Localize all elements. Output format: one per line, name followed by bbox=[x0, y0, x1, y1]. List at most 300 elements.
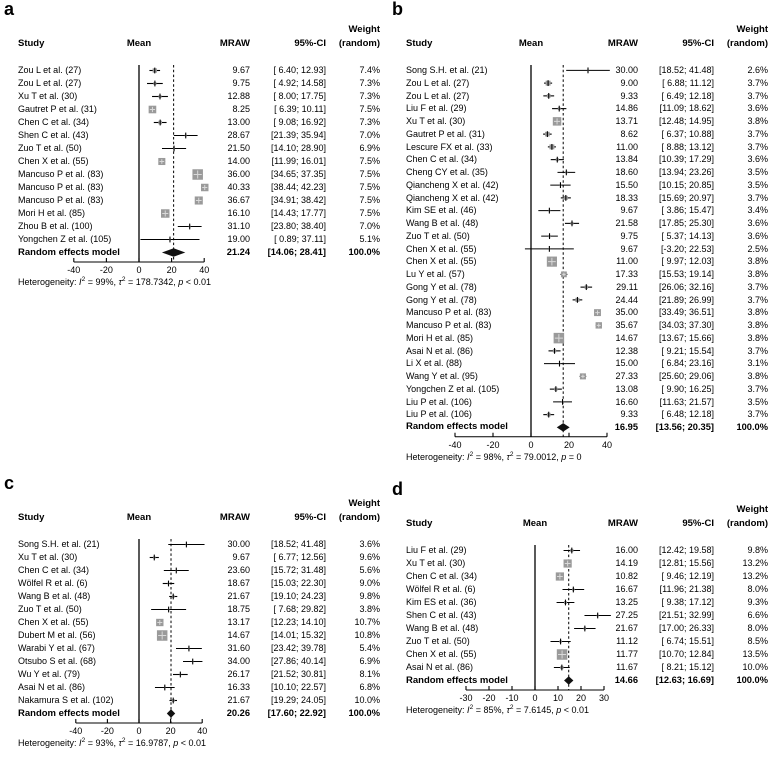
col-header-mraw: MRAW bbox=[219, 512, 250, 523]
ci-value: [11.63; 21.57] bbox=[659, 396, 714, 407]
heterogeneity-text: 2 bbox=[81, 737, 86, 744]
mraw-value: 31.10 bbox=[227, 221, 250, 231]
ci-value: [10.10; 22.57] bbox=[270, 682, 326, 692]
study-row bbox=[398, 153, 774, 166]
mraw-value: 13.25 bbox=[615, 597, 638, 607]
ci-value: [ 9.21; 15.54] bbox=[661, 345, 714, 356]
mraw-value: 36.67 bbox=[227, 195, 250, 205]
heterogeneity-text: 2 bbox=[469, 450, 474, 458]
ci-value: [ 8.00; 17.75] bbox=[273, 91, 326, 101]
mraw-value: 16.60 bbox=[615, 396, 638, 407]
heterogeneity-text: 2 bbox=[469, 704, 474, 711]
col-header-weight: Weight bbox=[348, 24, 380, 35]
study-name: Wang B et al. (48) bbox=[18, 591, 91, 601]
study-name: Wang B et al. (48) bbox=[406, 623, 479, 633]
heterogeneity-text: τ bbox=[506, 705, 510, 715]
ci-value: [ 9.90; 16.25] bbox=[661, 383, 714, 394]
ci-value: [21.89; 26.99] bbox=[658, 294, 714, 305]
col-header-ci: 95%-CI bbox=[294, 512, 326, 523]
mraw-value: 31.60 bbox=[227, 643, 250, 653]
study-row bbox=[10, 551, 386, 564]
mraw-value: 13.84 bbox=[615, 154, 638, 165]
study-row bbox=[10, 103, 386, 116]
study-row bbox=[10, 64, 386, 77]
mraw-value: 24.44 bbox=[615, 294, 638, 305]
study-name: Qiancheng X et al. (42) bbox=[406, 179, 499, 190]
weight-value: 7.0% bbox=[359, 130, 380, 140]
mraw-value: 40.33 bbox=[227, 182, 250, 192]
mraw-value: 18.33 bbox=[615, 192, 638, 203]
weight-value: 3.6% bbox=[747, 218, 768, 228]
col-header-mean: Mean bbox=[522, 518, 548, 529]
study-name: Chen C et al. (34) bbox=[406, 154, 478, 165]
weight-value: 13.2% bbox=[742, 571, 768, 581]
heterogeneity-text: = 79.0012, bbox=[513, 451, 562, 462]
weight-value: 6.9% bbox=[359, 143, 380, 153]
weight-value: 3.8% bbox=[747, 256, 768, 267]
study-row bbox=[398, 622, 774, 635]
weight-value: 3.7% bbox=[747, 77, 768, 88]
study-row bbox=[10, 577, 386, 590]
weight-value: 9.8% bbox=[747, 545, 768, 555]
study-row bbox=[10, 194, 386, 207]
study-name: Xu T et al. (30) bbox=[18, 552, 78, 562]
study-name: Gong Y et al. (78) bbox=[406, 294, 477, 305]
study-name: Random effects model bbox=[406, 675, 508, 686]
weight-value: 3.8% bbox=[747, 332, 768, 343]
ci-value: [13.56; 20.35] bbox=[655, 422, 714, 432]
ci-value: [19.29; 24.05] bbox=[270, 695, 326, 705]
ci-value: [21.51; 32.99] bbox=[658, 610, 714, 620]
panel-b bbox=[392, 0, 774, 470]
weight-value: 3.6% bbox=[747, 230, 768, 241]
weight-value: 5.4% bbox=[359, 643, 380, 653]
study-row bbox=[10, 629, 386, 642]
heterogeneity-text: p bbox=[178, 277, 184, 287]
weight-value: 9.0% bbox=[359, 578, 380, 588]
study-row bbox=[398, 661, 774, 674]
mraw-value: 13.71 bbox=[615, 116, 638, 126]
study-row bbox=[10, 129, 386, 142]
mraw-value: 15.00 bbox=[615, 358, 638, 369]
ci-value: [21.39; 35.94] bbox=[270, 130, 326, 140]
heterogeneity-text: < 0.01 bbox=[183, 277, 212, 287]
study-name: Zhou B et al. (100) bbox=[18, 221, 93, 231]
heterogeneity-note bbox=[18, 738, 206, 748]
weight-value: 3.7% bbox=[747, 90, 768, 101]
weight-value: 8.1% bbox=[359, 669, 380, 679]
mraw-value: 17.33 bbox=[615, 269, 638, 279]
ci-value: [ 9.97; 12.03] bbox=[661, 256, 714, 267]
study-name: Kim ES et al. (36) bbox=[406, 597, 477, 607]
mraw-value: 11.12 bbox=[616, 636, 638, 646]
heterogeneity-text: 2 bbox=[509, 704, 514, 711]
weight-value: 3.8% bbox=[747, 307, 768, 318]
study-name: Xu T et al. (30) bbox=[406, 558, 466, 568]
ci-value: [ 4.92; 14.58] bbox=[273, 78, 326, 88]
col-header-mean: Mean bbox=[126, 38, 152, 49]
study-row bbox=[10, 155, 386, 168]
weight-value: 5.1% bbox=[359, 234, 380, 244]
weight-value: 3.8% bbox=[747, 371, 768, 381]
col-header-weight: Weight bbox=[736, 24, 768, 35]
axis-tick-label: -40 bbox=[69, 726, 83, 736]
mraw-value: 14.19 bbox=[615, 558, 638, 568]
weight-value: 6.8% bbox=[359, 682, 380, 692]
study-row bbox=[398, 596, 774, 609]
col-header-ci: 95%-CI bbox=[294, 38, 326, 49]
weight-value: 2.5% bbox=[747, 243, 768, 254]
study-name: Mori H et al. (85) bbox=[18, 208, 86, 218]
mraw-value: 11.77 bbox=[616, 649, 638, 659]
weight-value: 10.0% bbox=[742, 662, 768, 672]
study-row bbox=[398, 217, 774, 230]
study-name: Kim SE et al. (46) bbox=[406, 205, 477, 216]
ci-value: [ 6.49; 12.18] bbox=[661, 90, 714, 101]
study-row bbox=[398, 179, 774, 192]
study-row bbox=[398, 648, 774, 661]
weight-value: 6.6% bbox=[747, 610, 768, 620]
axis-tick-label: 0 bbox=[136, 265, 142, 275]
mraw-value: 18.60 bbox=[615, 167, 638, 177]
mraw-value: 13.00 bbox=[227, 117, 250, 127]
study-name: Chen X et al. (55) bbox=[406, 256, 477, 267]
weight-value: 3.8% bbox=[747, 320, 768, 330]
mraw-value: 34.00 bbox=[227, 656, 250, 666]
ci-value: [ 9.38; 17.12] bbox=[661, 597, 714, 607]
ci-value: [23.80; 38.40] bbox=[270, 221, 326, 231]
panel-label: d bbox=[392, 479, 403, 499]
heterogeneity-text: 2 bbox=[509, 450, 514, 458]
ci-value: [13.67; 15.66] bbox=[658, 332, 714, 343]
study-row bbox=[398, 306, 774, 319]
study-row bbox=[10, 603, 386, 616]
weight-value: 9.3% bbox=[747, 597, 768, 607]
mraw-value: 8.25 bbox=[232, 104, 250, 114]
study-name: Mancuso P et al. (83) bbox=[18, 182, 104, 192]
study-row bbox=[10, 220, 386, 233]
mraw-value: 21.24 bbox=[226, 247, 250, 257]
col-header-mraw: MRAW bbox=[607, 518, 638, 529]
mraw-value: 16.33 bbox=[227, 682, 250, 692]
ci-value: [ 6.37; 10.88] bbox=[661, 128, 714, 139]
axis-tick-label: -20 bbox=[100, 726, 114, 736]
study-name: Zuo T et al. (50) bbox=[18, 143, 82, 153]
mraw-value: 14.67 bbox=[615, 332, 638, 343]
study-row bbox=[398, 345, 774, 358]
weight-value: 7.3% bbox=[359, 117, 380, 127]
study-name: Wölfel R et al. (6) bbox=[406, 584, 476, 594]
axis-tick-label: 0 bbox=[136, 726, 142, 736]
mraw-value: 9.75 bbox=[232, 78, 250, 88]
mraw-value: 36.00 bbox=[227, 169, 250, 179]
study-name: Gong Y et al. (78) bbox=[406, 281, 477, 292]
col-header-ci: 95%-CI bbox=[682, 518, 714, 529]
heterogeneity-text: Heterogeneity: bbox=[406, 705, 468, 715]
col-header-weight-random: (random) bbox=[338, 512, 380, 523]
mraw-value: 20.26 bbox=[226, 708, 250, 718]
weight-value: 6.9% bbox=[359, 656, 380, 666]
mraw-value: 9.67 bbox=[620, 205, 638, 216]
ci-value: [12.81; 15.56] bbox=[658, 558, 714, 568]
ci-value: [11.09; 18.62] bbox=[659, 103, 714, 114]
mraw-value: 14.00 bbox=[227, 156, 250, 166]
mraw-value: 16.95 bbox=[614, 422, 638, 432]
col-header-ci: 95%-CI bbox=[682, 38, 714, 49]
study-row bbox=[398, 319, 774, 332]
weight-value: 3.4% bbox=[747, 205, 768, 216]
study-name: Mancuso P et al. (83) bbox=[18, 195, 104, 205]
study-name: Random effects model bbox=[18, 247, 120, 258]
heterogeneity-text: I bbox=[467, 451, 470, 462]
panel-label: a bbox=[4, 0, 15, 19]
study-name: Chen C et al. (34) bbox=[18, 565, 90, 575]
ci-value: [ 6.40; 12.93] bbox=[273, 65, 326, 75]
study-name: Otsubo S et al. (68) bbox=[18, 656, 97, 666]
weight-value: 7.5% bbox=[359, 208, 380, 218]
mraw-value: 21.67 bbox=[615, 623, 638, 633]
ci-value: [17.85; 25.30] bbox=[658, 218, 714, 228]
study-row bbox=[398, 609, 774, 622]
weight-value: 7.5% bbox=[359, 195, 380, 205]
mraw-value: 9.67 bbox=[620, 243, 638, 254]
weight-value: 10.8% bbox=[354, 630, 380, 640]
heterogeneity-text: p bbox=[173, 738, 179, 748]
weight-value: 100.0% bbox=[348, 708, 380, 718]
mraw-value: 35.00 bbox=[615, 307, 638, 318]
study-name: Random effects model bbox=[18, 708, 120, 719]
study-name: Li X et al. (88) bbox=[406, 358, 463, 369]
study-name: Chen X et al. (55) bbox=[406, 649, 477, 659]
study-name: Random effects model bbox=[406, 421, 508, 432]
study-row bbox=[10, 168, 386, 181]
heterogeneity-text: 2 bbox=[121, 737, 126, 744]
col-header-study: Study bbox=[18, 38, 45, 49]
study-name: Mancuso P et al. (83) bbox=[18, 169, 104, 179]
study-row bbox=[398, 370, 774, 383]
heterogeneity-text: τ bbox=[118, 277, 122, 287]
weight-value: 9.6% bbox=[359, 552, 380, 562]
ci-value: [11.96; 21.38] bbox=[659, 584, 714, 594]
study-row bbox=[398, 281, 774, 294]
ci-value: [14.10; 28.90] bbox=[270, 143, 326, 153]
pooled-row bbox=[398, 674, 774, 687]
weight-value: 100.0% bbox=[736, 675, 768, 685]
heterogeneity-text: = 98%, bbox=[473, 451, 507, 462]
study-name: Liu F et al. (29) bbox=[406, 103, 467, 114]
heterogeneity-text: = 99%, bbox=[85, 277, 119, 287]
heterogeneity-text: = 16.9787, bbox=[125, 738, 174, 748]
col-header-study: Study bbox=[406, 518, 433, 529]
study-row bbox=[398, 396, 774, 409]
ci-value: [ 6.74; 15.51] bbox=[661, 636, 714, 646]
mraw-value: 14.86 bbox=[615, 103, 638, 114]
study-name: Warabi Y et al. (67) bbox=[18, 643, 95, 653]
ci-value: [12.42; 19.58] bbox=[658, 545, 714, 555]
study-name: Chen C et al. (34) bbox=[18, 117, 90, 127]
ci-value: [15.69; 20.97] bbox=[658, 192, 714, 203]
heterogeneity-text: = 93%, bbox=[85, 738, 119, 748]
study-row bbox=[10, 77, 386, 90]
study-row bbox=[398, 583, 774, 596]
study-row bbox=[398, 357, 774, 370]
ci-value: [ 6.84; 23.16] bbox=[661, 358, 714, 369]
study-row bbox=[10, 694, 386, 707]
study-row bbox=[10, 207, 386, 220]
heterogeneity-text: I bbox=[79, 277, 82, 287]
mraw-value: 13.17 bbox=[227, 617, 250, 627]
weight-value: 3.6% bbox=[747, 103, 768, 114]
mraw-value: 9.00 bbox=[620, 77, 638, 88]
study-row bbox=[10, 681, 386, 694]
mraw-value: 21.58 bbox=[615, 218, 638, 228]
axis-tick-label: 40 bbox=[197, 726, 208, 736]
ci-value: [38.44; 42.23] bbox=[270, 182, 326, 192]
study-row bbox=[10, 590, 386, 603]
weight-value: 10.0% bbox=[354, 695, 380, 705]
study-name: Chen X et al. (55) bbox=[18, 617, 89, 627]
weight-value: 3.8% bbox=[359, 604, 380, 614]
study-row bbox=[398, 230, 774, 243]
ci-value: [15.53; 19.14] bbox=[658, 269, 714, 279]
weight-value: 7.3% bbox=[359, 78, 380, 88]
weight-value: 3.8% bbox=[747, 269, 768, 279]
ci-value: [ 0.89; 37.11] bbox=[274, 234, 326, 244]
study-row bbox=[398, 115, 774, 128]
ci-value: [-3.20; 22.53] bbox=[660, 243, 714, 254]
heterogeneity-text: = 0 bbox=[566, 451, 582, 462]
ci-value: [ 8.88; 13.12] bbox=[661, 141, 714, 152]
study-row bbox=[398, 204, 774, 217]
heterogeneity-text: < 0.01 bbox=[561, 705, 590, 715]
mraw-value: 12.38 bbox=[615, 345, 638, 356]
study-row bbox=[10, 538, 386, 551]
weight-value: 5.6% bbox=[359, 565, 380, 575]
study-row bbox=[10, 642, 386, 655]
study-row bbox=[398, 64, 774, 77]
col-header-weight: Weight bbox=[348, 498, 380, 509]
ci-value: [11.99; 16.01] bbox=[271, 156, 326, 166]
weight-value: 100.0% bbox=[736, 422, 768, 432]
study-name: Chen X et al. (55) bbox=[18, 156, 89, 166]
weight-value: 3.7% bbox=[747, 128, 768, 139]
axis-tick-label: 10 bbox=[552, 693, 564, 703]
weight-value: 3.7% bbox=[747, 345, 768, 356]
col-header-study: Study bbox=[18, 512, 45, 523]
axis-tick-label: -20 bbox=[99, 265, 113, 275]
ci-value: [15.03; 22.30] bbox=[270, 578, 326, 588]
weight-value: 8.5% bbox=[747, 636, 768, 646]
axis-tick-label: 30 bbox=[598, 693, 610, 703]
heterogeneity-text: = 7.6145, bbox=[513, 705, 557, 715]
study-name: Lu Y et al. (57) bbox=[406, 269, 465, 279]
col-header-mean: Mean bbox=[518, 38, 544, 49]
mraw-value: 30.00 bbox=[227, 539, 250, 549]
axis-tick-label: -40 bbox=[67, 265, 81, 275]
mraw-value: 35.67 bbox=[615, 320, 638, 330]
mraw-value: 19.00 bbox=[227, 234, 250, 244]
study-row bbox=[10, 116, 386, 129]
study-row bbox=[398, 383, 774, 396]
ci-value: [21.52; 30.81] bbox=[270, 669, 326, 679]
ci-value: [18.52; 41.48] bbox=[270, 539, 326, 549]
heterogeneity-text: Heterogeneity: bbox=[406, 451, 468, 462]
study-row bbox=[398, 570, 774, 583]
weight-value: 3.7% bbox=[747, 294, 768, 305]
axis-tick-label: 20 bbox=[166, 265, 177, 275]
heterogeneity-text: < 0.01 bbox=[178, 738, 207, 748]
ci-value: [ 6.48; 12.18] bbox=[661, 409, 714, 420]
axis-tick-label: 0 bbox=[532, 693, 538, 703]
study-row bbox=[398, 255, 774, 268]
heterogeneity-text: 2 bbox=[81, 276, 86, 283]
panel-label: b bbox=[392, 0, 403, 19]
weight-value: 3.5% bbox=[747, 167, 768, 177]
mraw-value: 16.00 bbox=[615, 545, 638, 555]
ci-value: [15.72; 31.48] bbox=[270, 565, 326, 575]
study-name: Nakamura S et al. (102) bbox=[18, 695, 114, 705]
weight-value: 13.5% bbox=[742, 649, 768, 659]
ci-value: [ 5.37; 14.13] bbox=[661, 230, 714, 241]
axis-tick-label: 20 bbox=[575, 693, 587, 703]
study-name: Yongchen Z et al. (105) bbox=[18, 234, 112, 244]
study-name: Wang Y et al. (95) bbox=[406, 371, 478, 381]
pooled-row bbox=[10, 246, 386, 259]
study-row bbox=[398, 77, 774, 90]
ci-value: [17.00; 26.33] bbox=[658, 623, 714, 633]
axis-tick-label: -40 bbox=[448, 439, 462, 450]
heterogeneity-text: = 85%, bbox=[473, 705, 507, 715]
study-row bbox=[398, 557, 774, 570]
study-name: Qiancheng X et al. (42) bbox=[406, 192, 499, 203]
weight-value: 7.3% bbox=[359, 91, 380, 101]
study-name: Wölfel R et al. (6) bbox=[18, 578, 88, 588]
heterogeneity-text: Heterogeneity: bbox=[18, 738, 80, 748]
heterogeneity-text: I bbox=[79, 738, 82, 748]
ci-value: [33.49; 36.51] bbox=[658, 307, 714, 318]
study-name: Wu Y et al. (79) bbox=[18, 669, 81, 679]
weight-value: 3.8% bbox=[747, 116, 768, 126]
study-name: Mancuso P et al. (83) bbox=[406, 320, 492, 330]
mraw-value: 11.00 bbox=[616, 256, 638, 267]
mraw-value: 21.50 bbox=[227, 143, 250, 153]
ci-value: [ 8.21; 15.12] bbox=[661, 662, 714, 672]
study-row bbox=[10, 90, 386, 103]
mraw-value: 29.11 bbox=[616, 281, 638, 292]
study-name: Chen C et al. (34) bbox=[406, 571, 478, 581]
axis-tick-label: 40 bbox=[601, 439, 613, 450]
weight-value: 9.8% bbox=[359, 591, 380, 601]
study-row bbox=[10, 655, 386, 668]
pooled-row bbox=[398, 421, 774, 434]
ci-value: [23.42; 39.78] bbox=[270, 643, 326, 653]
study-name: Liu F et al. (29) bbox=[406, 545, 467, 555]
study-name: Zuo T et al. (50) bbox=[18, 604, 82, 614]
panel-c bbox=[4, 473, 386, 754]
ci-value: [10.39; 17.29] bbox=[658, 154, 714, 165]
weight-value: 7.5% bbox=[359, 182, 380, 192]
weight-value: 2.6% bbox=[747, 65, 768, 75]
weight-value: 3.5% bbox=[747, 179, 768, 190]
mraw-value: 15.50 bbox=[615, 179, 638, 190]
study-row bbox=[10, 668, 386, 681]
ci-value: [10.15; 20.85] bbox=[658, 179, 714, 190]
heterogeneity-note bbox=[18, 277, 211, 287]
study-row bbox=[10, 142, 386, 155]
study-name: Yongchen Z et al. (105) bbox=[406, 383, 500, 394]
ci-value: [26.06; 32.16] bbox=[658, 281, 714, 292]
weight-value: 7.5% bbox=[359, 104, 380, 114]
